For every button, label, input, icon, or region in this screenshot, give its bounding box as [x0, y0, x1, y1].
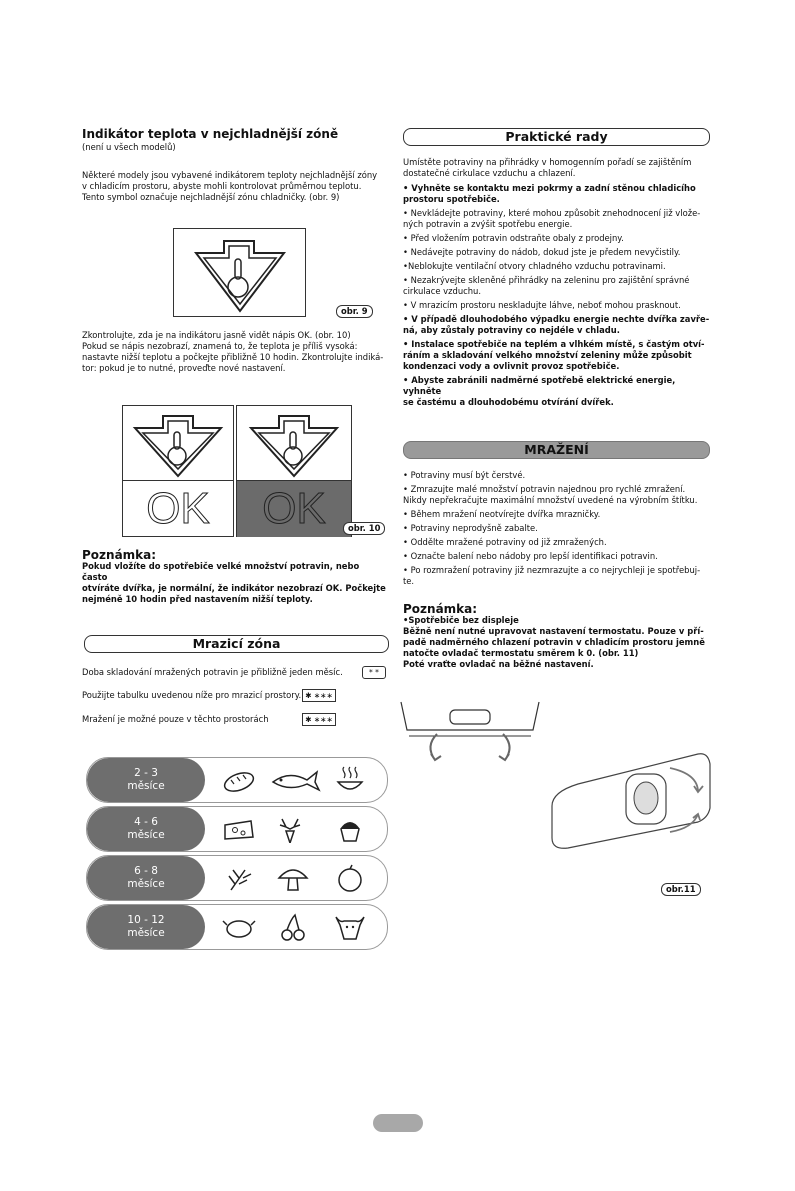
thermometer-indicator-icon	[174, 229, 305, 316]
indicator-subtitle: (není u všech modelů)	[82, 142, 176, 152]
tip-item: • Nedávejte potraviny do nádob, dokud jste je předem nevyčistily.	[403, 247, 681, 257]
tip-item: • Abyste zabránili nadměrné spotřebě elektrické energie, vyhněte se častému a dlouhodobému otvírání dvířek.	[403, 375, 676, 407]
mushroom-icon	[275, 864, 311, 892]
freezing-item: • Potraviny musí být čerstvé.	[403, 470, 526, 480]
chicken-icon	[221, 913, 257, 941]
freezing-item: • Zmrazujte malé množství potravin najednou pro rychlé zmražení. Nikdy nepřekračujte maximální množství uvedené na výrobním štítku.	[403, 484, 698, 505]
freezer-line-2: Použijte tabulku uvedenou níže pro mrazicí prostory.	[82, 690, 302, 700]
freezing-item: • Oddělte mražené potraviny od již zmražených.	[403, 537, 607, 547]
soup-icon	[332, 766, 368, 794]
storage-duration: 4 - 6 měsíce	[87, 807, 205, 851]
indicator-paragraph: Některé modely jsou vybavené indikátorem teploty nejchladnější zóny v chladicím prostoru, abyste mohli kontrolovat průměrnou teplotu. Tento symbol označuje nejchladnější zónu chladničky. (obr. 9)	[82, 170, 378, 202]
storage-duration: 2 - 3 měsíce	[87, 758, 205, 802]
thermostat-knob-icon	[395, 700, 545, 765]
freezing-title: MRAŽENÍ	[403, 441, 710, 459]
thermometer-indicator-icon	[123, 406, 233, 480]
tip-item: • Nevkládejte potraviny, které mohou způsobit znehodnocení již vlože- ných potravin a zvýšit spotřebu energie.	[403, 208, 701, 229]
vegetable-icon	[221, 864, 257, 892]
indicator-figure-9	[173, 228, 306, 317]
freezer-zone-title: Mrazicí zóna	[84, 635, 389, 653]
note-title: Poznámka:	[82, 548, 157, 562]
indicator-title: Indikátor teplota v nejchladnější zóně	[82, 127, 339, 141]
note-text: Pokud vložíte do spotřebiče velké množství potravin, nebo často otvíráte dvířka, je normální, že indikátor nezobrazí OK. Počkejte nejméně 10 hodin před nastavením nižší teploty.	[82, 561, 386, 604]
tip-item: • Před vložením potravin odstraňte obaly z prodejny.	[403, 233, 624, 243]
freezing-item: • Označte balení nebo nádoby pro lepší identifikaci potravin.	[403, 551, 658, 561]
cupcake-icon	[332, 815, 368, 843]
practical-tips-title: Praktické rady	[403, 128, 710, 146]
storage-row	[86, 904, 388, 950]
freezing-item: • Po rozmražení potraviny již nezmrazujte a co nejrychleji je spotřebuj- te.	[403, 565, 701, 586]
freezing-item: • Potraviny neprodyšně zabalte.	[403, 523, 538, 533]
fish-icon	[269, 766, 321, 794]
tip-item: • Vyhněte se kontaktu mezi pokrmy a zadní stěnou chladicího prostoru spotřebiče.	[403, 183, 696, 204]
freezing-list	[403, 470, 713, 590]
tips-list	[403, 183, 713, 411]
note-title-right: Poznámka:	[403, 602, 478, 616]
figure-10-label: obr. 10	[343, 522, 385, 535]
freezer-line-3: Mražení je možné pouze v těchto prostorách	[82, 714, 269, 724]
cow-icon	[332, 913, 368, 941]
refrigerator-control-illustration	[548, 752, 713, 852]
four-star-symbol: ✱ ∗∗∗	[302, 713, 336, 726]
storage-row	[86, 757, 388, 803]
tips-intro: Umístěte potraviny na přihrádky v homogenním pořadí se zajištěním dostatečné cirkulace vzduchu a chlazení.	[403, 157, 692, 178]
storage-duration: 10 - 12 měsíce	[87, 905, 205, 949]
figure-11-label: obr.11	[661, 883, 701, 896]
freezer-line-1: Doba skladování mražených potravin je přibližně jeden měsíc.	[82, 667, 343, 677]
freezing-item: • Během mražení neotvírejte dvířka mrazničky.	[403, 509, 601, 519]
check-paragraph: Zkontrolujte, zda je na indikátoru jasně vidět nápis OK. (obr. 10) Pokud se nápis nezobrazí, znamená to, že teplota je příliš vysoká: nastavte nižší teplotu a počkejte přibližně 10 hodin. Zkontrolujte indiká- tor: pokud je to nutné, proveďte nové nastavení.	[82, 330, 384, 373]
thermometer-indicator-icon	[237, 406, 351, 480]
deer-icon	[272, 815, 308, 843]
tip-item: • V případě dlouhodobého výpadku energie nechte dvířka zavře- ná, aby zůstaly potraviny co nejdéle v chladu.	[403, 314, 710, 335]
four-star-symbol: ✱ ∗∗∗	[302, 689, 336, 702]
indicator-ok-light	[122, 405, 234, 537]
note-text-right: •Spotřebiče bez displeje Běžně není nutné upravovat nastavení termostatu. Pouze v pří- padě nadměrného chlazení potravin v chladicím prostoru jemně natočte ovladač termostatu směrem k 0. (obr. 11) Poté vraťte ovladač na běžné nastavení.	[403, 615, 705, 669]
indicator-ok-dark	[236, 405, 352, 537]
tip-item: • Nezakrývejte skleněné přihrádky na zeleninu pro zajištění správné cirkulace vzduchu.	[403, 275, 690, 296]
two-star-symbol: * *	[362, 666, 386, 679]
storage-row	[86, 855, 388, 901]
bread-icon	[221, 766, 257, 794]
tip-item: • Instalace spotřebiče na teplém a vlhkém místě, s častým otví- ráním a skladování velkého množství zeleniny může způsobit kondenzaci vody a ovlivnit provoz spotřebiče.	[403, 339, 705, 371]
tip-item: •Neblokujte ventilační otvory chladného vzduchu potravinami.	[403, 261, 666, 271]
page-number-tab	[373, 1114, 423, 1132]
apple-icon	[332, 864, 368, 892]
figure-9-label: obr. 9	[336, 305, 373, 318]
ok-text: OK	[237, 480, 351, 537]
thermostat-panel-icon	[548, 752, 713, 852]
cheese-icon	[221, 815, 257, 843]
storage-duration: 6 - 8 měsíce	[87, 856, 205, 900]
storage-row	[86, 806, 388, 852]
ok-text: OK	[123, 480, 233, 537]
thermostat-knob-illustration	[395, 700, 545, 765]
cherries-icon	[275, 913, 311, 941]
tip-item: • V mrazicím prostoru neskladujte láhve, neboť mohou prasknout.	[403, 300, 681, 310]
